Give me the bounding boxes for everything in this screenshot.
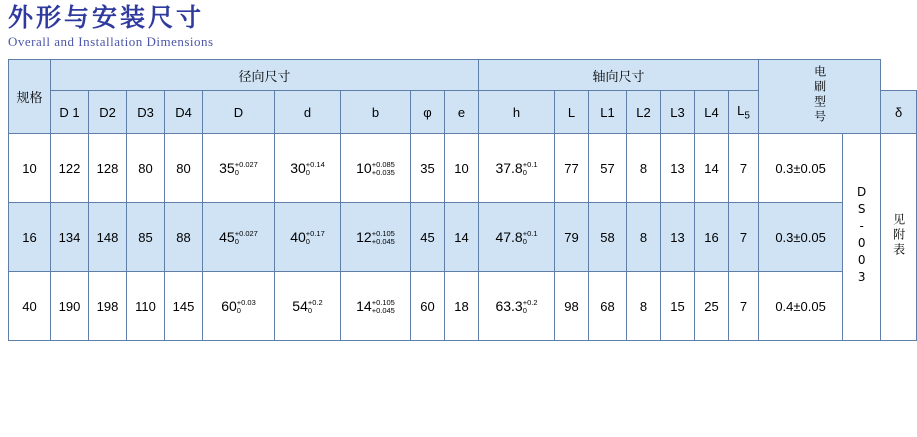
cell-delta: 0.4±0.05 — [759, 272, 843, 341]
col-header-phi: φ — [411, 91, 445, 134]
cell-L4: 25 — [695, 272, 729, 341]
header-radial-group: 径向尺寸 — [51, 60, 479, 91]
cell-D2: 198 — [89, 272, 127, 341]
cell-h: 63.3 +0.2 0 — [479, 272, 555, 341]
cell-D: 45 +0.027 0 — [203, 203, 275, 272]
dimensions-table — [8, 59, 917, 341]
col-header-delta: δ — [881, 91, 917, 134]
cell-D4: 145 — [165, 272, 203, 341]
cell-h: 37.8 +0.1 0 — [479, 134, 555, 203]
col-header-L4: L4 — [695, 91, 729, 134]
col-header-D1: D 1 — [51, 91, 89, 134]
table-row — [9, 134, 917, 203]
col-header-d: d — [275, 91, 341, 134]
cell-L2: 8 — [627, 272, 661, 341]
cell-L4: 14 — [695, 134, 729, 203]
cell-phi: 45 — [411, 203, 445, 272]
cell-spec: 16 — [9, 203, 51, 272]
cell-D4: 80 — [165, 134, 203, 203]
col-header-L5: $L_5$ — [729, 91, 759, 134]
cell-L2: 8 — [627, 203, 661, 272]
col-header-e: e — [445, 91, 479, 134]
cell-d: 30 +0.14 0 — [275, 134, 341, 203]
cell-spec: 10 — [9, 134, 51, 203]
col-header-D: D — [203, 91, 275, 134]
cell-D2: 128 — [89, 134, 127, 203]
cell-D: 60 +0.03 0 — [203, 272, 275, 341]
cell-L1: 57 — [589, 134, 627, 203]
cell-L: 79 — [555, 203, 589, 272]
cell-brush-model: DS-003 — [843, 134, 881, 341]
cell-delta: 0.3±0.05 — [759, 134, 843, 203]
col-header-L3: L3 — [661, 91, 695, 134]
cell-L5: 7 — [729, 134, 759, 203]
col-header-L1: L1 — [589, 91, 627, 134]
table-group-header-row — [9, 60, 917, 91]
cell-phi: 35 — [411, 134, 445, 203]
cell-L: 98 — [555, 272, 589, 341]
page-title-en: Overall and Installation Dimensions — [8, 33, 214, 49]
cell-D3: 110 — [127, 272, 165, 341]
cell-D3: 85 — [127, 203, 165, 272]
cell-D4: 88 — [165, 203, 203, 272]
cell-L5: 7 — [729, 203, 759, 272]
cell-delta: 0.3±0.05 — [759, 203, 843, 272]
cell-e: 18 — [445, 272, 479, 341]
cell-e: 10 — [445, 134, 479, 203]
col-header-L2: L2 — [627, 91, 661, 134]
col-header-D4: D4 — [165, 91, 203, 134]
cell-b: 10 +0.085 +0.035 — [341, 134, 411, 203]
cell-L2: 8 — [627, 134, 661, 203]
cell-D1: 134 — [51, 203, 89, 272]
cell-L1: 68 — [589, 272, 627, 341]
header-axial-group: 轴向尺寸 — [479, 60, 759, 91]
table-row — [9, 272, 917, 341]
col-header-D3: D3 — [127, 91, 165, 134]
header-brush-model: 电刷型号 — [759, 60, 881, 134]
cell-D3: 80 — [127, 134, 165, 203]
cell-brush-note: 见附表 — [881, 134, 917, 341]
cell-L: 77 — [555, 134, 589, 203]
cell-d: 40 +0.17 0 — [275, 203, 341, 272]
cell-L3: 15 — [661, 272, 695, 341]
cell-D1: 190 — [51, 272, 89, 341]
cell-L5: 7 — [729, 272, 759, 341]
cell-e: 14 — [445, 203, 479, 272]
page-title-cn: 外形与安装尺寸 — [8, 3, 205, 32]
cell-D: 35 +0.027 0 — [203, 134, 275, 203]
cell-d: 54 +0.2 0 — [275, 272, 341, 341]
col-header-L: L — [555, 91, 589, 134]
cell-h: 47.8 +0.1 0 — [479, 203, 555, 272]
cell-b: 14 +0.105 +0.045 — [341, 272, 411, 341]
cell-spec: 40 — [9, 272, 51, 341]
header-spec: 规格 — [9, 60, 51, 134]
cell-L3: 13 — [661, 203, 695, 272]
table-row — [9, 203, 917, 272]
cell-b: 12 +0.105 +0.045 — [341, 203, 411, 272]
col-header-h: h — [479, 91, 555, 134]
cell-L3: 13 — [661, 134, 695, 203]
title-block — [0, 0, 837, 49]
col-header-b: b — [341, 91, 411, 134]
cell-D2: 148 — [89, 203, 127, 272]
cell-phi: 60 — [411, 272, 445, 341]
col-header-D2: D2 — [89, 91, 127, 134]
cell-L4: 16 — [695, 203, 729, 272]
cell-L1: 58 — [589, 203, 627, 272]
cell-D1: 122 — [51, 134, 89, 203]
